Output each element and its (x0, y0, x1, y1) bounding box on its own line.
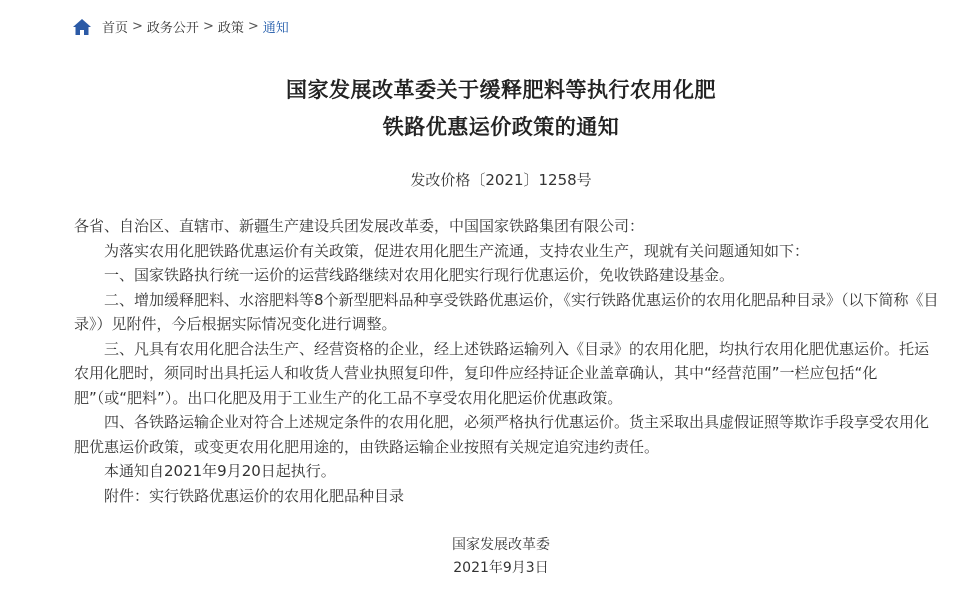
breadcrumb-item-policy[interactable]: 政策 (217, 21, 244, 36)
breadcrumb-home[interactable]: 首页 (102, 21, 129, 36)
breadcrumb-item-notice[interactable]: 通知 (262, 21, 289, 36)
paragraph-intro: 为落实农用化肥铁路优惠运价有关政策，促进农用化肥生产流通，支持农业生产，现就有关问题通知如下： (104, 241, 810, 260)
page-title-line-2: 铁路优惠运价政策的通知 (382, 115, 620, 139)
home-icon[interactable] (72, 18, 92, 36)
signature-date: 2021年9月3日 (453, 560, 549, 576)
paragraph-item-2: 二、增加缓释肥料、水溶肥料等8个新型肥料品种享受铁路优惠运价，《实行铁路优惠运价的农用化肥品种目录》（以下简称《目录》）见附件，今后根据实际情况变化进行调整。 (74, 290, 939, 333)
breadcrumb-item-gov-affairs[interactable]: 政务公开 (146, 21, 199, 36)
paragraph-item-1: 一、国家铁路执行统一运价的运营线路继续对农用化肥实行现行优惠运价，免收铁路建设基金。 (104, 266, 735, 284)
breadcrumb (72, 17, 289, 36)
page-title-line-1: 国家发展改革委关于缓释肥料等执行农用化肥 (286, 78, 716, 102)
paragraph-item-3: 三、凡具有农用化肥合法生产、经营资格的企业，经上述铁路运输列入《目录》的农用化肥，均执行农用化肥优惠运价。托运农用化肥时，须同时出具托运人和收货人营业执照复印件，复印件应经持证企业盖章确认，其中“经营范围”一栏应包括“化肥”（或“肥料”）。出口化肥及用于工业生产的化工品不享受农用化肥运价优惠政策。 (74, 339, 930, 407)
document-body (74, 214, 940, 508)
paragraph-item-4: 四、各铁路运输企业对符合上述规定条件的农用化肥，必须严格执行优惠运价。货主采取出具虚假证照等欺诈手段享受农用化肥优惠运价政策，或变更农用化肥用途的，由铁路运输企业按照有关规定追究违约责任。 (74, 413, 930, 456)
paragraph-attachment: 附件：实行铁路优惠运价的农用化肥品种目录 (104, 486, 405, 505)
breadcrumb-separator: > (132, 19, 143, 34)
breadcrumb-separator: > (247, 19, 259, 34)
breadcrumb-separator: > (202, 19, 214, 34)
paragraph-effective-date: 本通知自2021年9月20日起执行。 (104, 462, 336, 480)
page-title (0, 72, 971, 146)
salutation: 各省、自治区、直辖市、新疆生产建设兵团发展改革委，中国国家铁路集团有限公司： (74, 217, 645, 235)
document-number: 发改价格〔2021〕1258号 (410, 171, 592, 189)
signature-org: 国家发展改革委 (452, 537, 550, 553)
